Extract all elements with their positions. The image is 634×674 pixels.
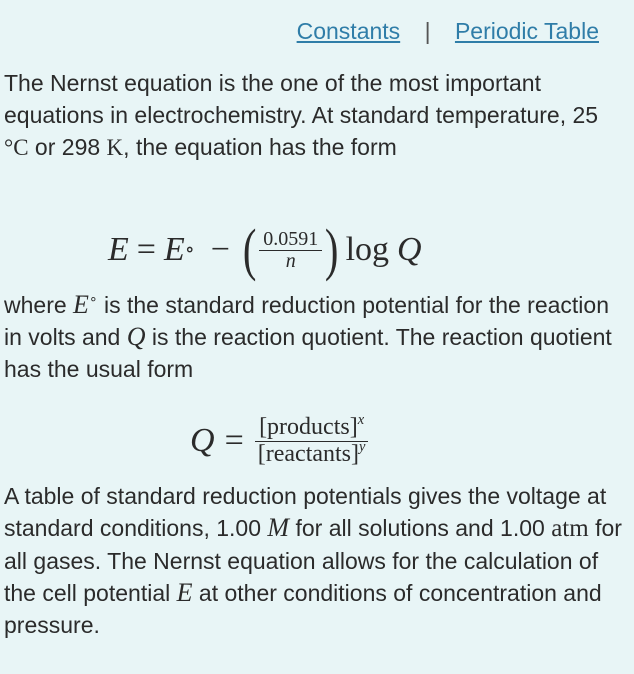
where-e: E (73, 290, 89, 319)
where-text-1: where (4, 292, 74, 318)
eq-equals: = (136, 231, 156, 268)
rq-exp-y: y (359, 438, 366, 455)
rq-products: [products] (259, 414, 358, 441)
where-paragraph (4, 289, 624, 385)
final-text-3: for all gases. The Nernst equation allows for the calculation of the cell potential (4, 515, 622, 606)
eq-open-paren: ( (242, 217, 257, 282)
reaction-quotient-equation (190, 405, 369, 477)
rq-reactants: [reactants] (257, 440, 360, 467)
atm-unit: atm (551, 515, 589, 542)
final-text-4: at other conditions of concentration and pressure. (4, 580, 602, 638)
constants-link[interactable]: Constants (296, 18, 401, 44)
rq-numerator (255, 412, 368, 441)
degree-symbol: ° (4, 135, 14, 160)
intro-text-2: or 298 (28, 134, 107, 160)
nernst-equation: E = E ∘ − ( $\frac{0.0591}{n}$ ) log Q (108, 217, 422, 282)
final-paragraph (4, 480, 624, 641)
intro-paragraph (4, 67, 624, 164)
eq-denominator: n (285, 249, 296, 272)
where-q: Q (126, 322, 146, 351)
eq-numerator: 0.0591 (259, 229, 322, 251)
eq-log: log (345, 231, 390, 268)
celsius-unit: C (13, 135, 29, 160)
where-text-2: is the standard reduction potential for the reaction in volts and (4, 292, 610, 350)
rq-q: Q (190, 422, 215, 459)
molar-unit: M (267, 513, 290, 542)
final-text-1: A table of standard reduction potentials gives the voltage at standard conditions, 1.00 (4, 483, 607, 541)
where-degree: ∘ (88, 291, 98, 307)
eq-fraction (259, 229, 322, 272)
eq-q: Q (397, 231, 422, 268)
link-separator: | (424, 18, 431, 44)
eq-e-standard: E (163, 231, 185, 268)
intro-text-3: , the equation has the form (123, 134, 397, 160)
reference-links (297, 15, 599, 47)
rq-equals: = (224, 422, 244, 459)
final-text-2: for all solutions and 1.00 (289, 515, 552, 541)
where-text-3: is the reaction quotient. The reaction quotient has the usual form (4, 324, 612, 382)
eq-e: E (108, 231, 129, 268)
intro-text-1: The Nernst equation is the one of the most important equations in electrochemistry. At standard temperature, 25 (4, 70, 599, 128)
rq-denominator (254, 438, 370, 467)
rq-exp-x: x (357, 412, 365, 429)
final-e: E (176, 578, 193, 607)
rq-fraction (254, 412, 370, 467)
eq-minus: − (210, 231, 230, 268)
periodic-table-link[interactable]: Periodic Table (454, 18, 599, 44)
kelvin-unit: K (106, 135, 124, 160)
eq-close-paren: ) (325, 217, 339, 282)
